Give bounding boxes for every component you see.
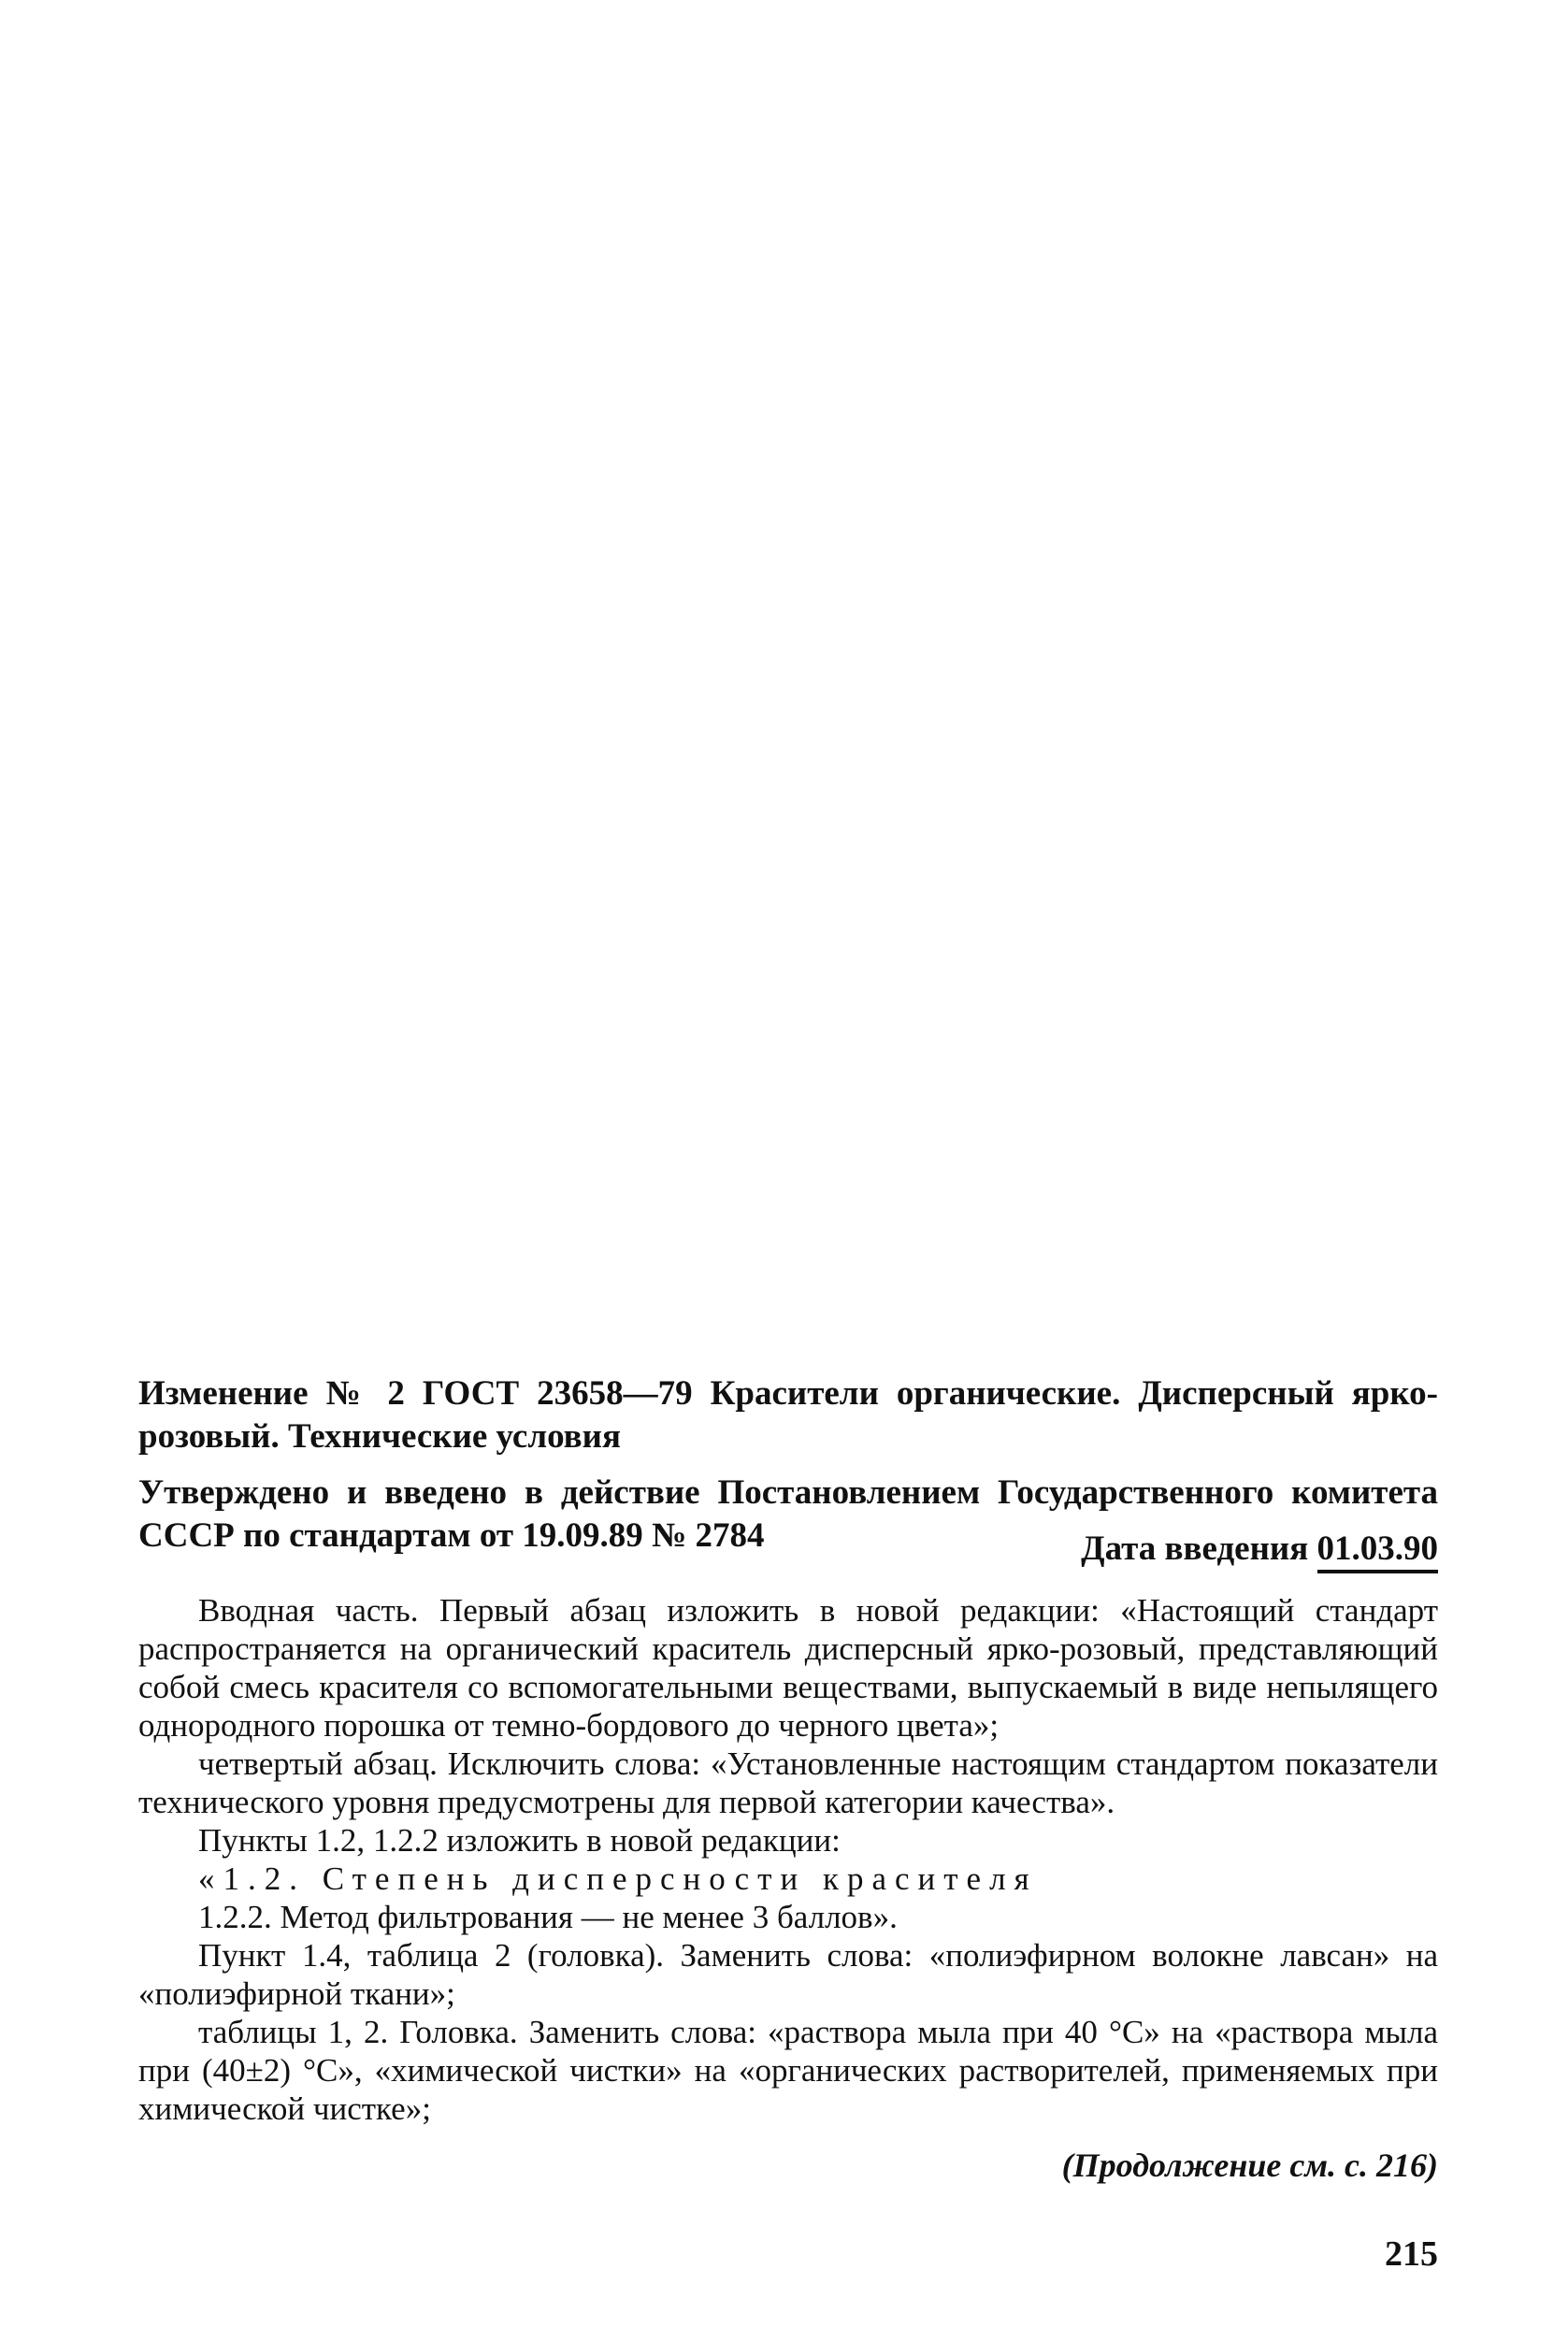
amendment-title: Изменение № 2 ГОСТ 23658—79 Красители органические. Дисперсный ярко-розовый. Технические условия: [138, 1374, 1438, 1456]
date-label: Дата введения: [1081, 1530, 1309, 1568]
paragraph: 1.2.2. Метод фильтрования — не менее 3 баллов».: [198, 1899, 898, 1935]
paragraph: Пункт 1.4, таблица 2 (головка). Заменить слова: «полиэфирном волокне лавсан» на «полиэфирной ткани»;: [138, 1937, 1438, 2012]
introduction-date: [1081, 1528, 1438, 1573]
page-number: 215: [1385, 2234, 1438, 2274]
paragraph: таблицы 1, 2. Головка. Заменить слова: «раствора мыла при 40 °С» на «раствора мыла при (40±2) °С», «химической чистки» на «органических растворителей, применяемых при химической чистке»;: [138, 2014, 1438, 2127]
paragraph: четвертый абзац. Исключить слова: «Установленные настоящим стандартом показатели технического уровня предусмотрены для первой категории качества».: [138, 1745, 1438, 1820]
continuation-note: (Продолжение см. с. 216): [1061, 2147, 1438, 2184]
paragraph: «1.2. Степень дисперсности красителя: [198, 1860, 1038, 1897]
paragraph: Вводная часть. Первый абзац изложить в новой редакции: «Настоящий стандарт распространяется на органический краситель дисперсный ярко-розовый, представляющий собой смесь красителя со вспомогательными веществами, выпускаемый в виде непылящего однородного порошка от темно-бордового до черного цвета»;: [138, 1592, 1438, 1744]
amendment-body: [138, 1591, 1438, 2128]
paragraph: Пункты 1.2, 1.2.2 изложить в новой редакции:: [198, 1822, 841, 1859]
approval-statement: Утверждено и введено в действие Постановлением Государственного комитета СССР по стандартам от 19.09.89 № 2784: [138, 1473, 1438, 1555]
date-value: 01.03.90: [1317, 1530, 1439, 1573]
